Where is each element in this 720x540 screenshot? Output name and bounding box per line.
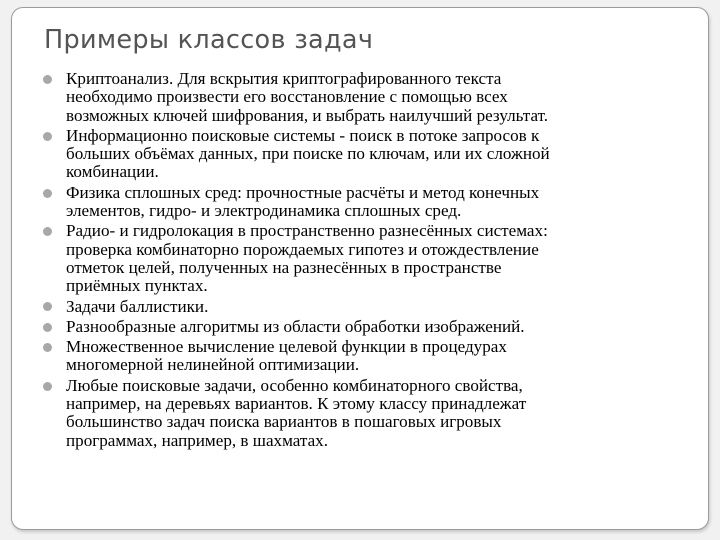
bullet-text-line: Криптоанализ. Для вскрытия криптографированного текста: [66, 69, 502, 88]
bullet-dot-icon: [43, 343, 52, 352]
bullet-item: [38, 222, 698, 295]
bullet-text-line: Задачи баллистики.: [66, 296, 209, 316]
bullet-item: [38, 377, 698, 450]
bullet-dot-icon: [43, 302, 52, 311]
bullet-text-line: необходимо произвести его восстановление с помощью всех: [66, 87, 508, 107]
bullet-text-line: Радио- и гидролокация в пространственно разнесённых системах:: [66, 221, 548, 241]
bullet-text-line: многомерной нелинейной оптимизации.: [66, 355, 360, 375]
bullet-text-line: например, на деревьях вариантов. К этому классу принадлежат: [66, 394, 527, 414]
bullet-item: [38, 298, 698, 316]
bullet-text-line: Информационно поисковые системы - поиск в потоке запросов к: [66, 125, 540, 145]
bullet-text-line: Множественное вычисление целевой функции в процедурах: [66, 337, 507, 357]
bullet-list: [38, 70, 698, 452]
bullet-item: [38, 318, 698, 336]
bullet-item: [38, 338, 698, 375]
bullet-text-line: комбинации.: [66, 162, 159, 182]
bullet-text-line: большинство задач поиска вариантов в пошаговых игровых: [66, 412, 502, 432]
bullet-text-line: проверка комбинаторно порождаемых гипотез и отождествление: [66, 239, 539, 259]
bullet-text-line: приёмных пунктах.: [66, 276, 208, 296]
bullet-dot-icon: [43, 323, 52, 332]
bullet-text-line: больших объёмах данных, при поиске по ключам, или их сложной: [66, 144, 550, 164]
bullet-item: [38, 184, 698, 221]
bullet-dot-icon: [43, 227, 52, 236]
bullet-dot-icon: [43, 75, 52, 84]
bullet-text-line: Любые поисковые задачи, особенно комбинаторного свойства,: [66, 375, 523, 395]
bullet-item: [38, 70, 698, 125]
bullet-dot-icon: [43, 189, 52, 198]
bullet-text-line: возможных ключей шифрования, и выбрать наилучший результат.: [66, 105, 549, 125]
slide-title: Примеры классов задач: [44, 25, 374, 55]
bullet-text-line: отметок целей, полученных на разнесённых в пространстве: [66, 257, 502, 277]
bullet-text-line: элементов, гидро- и электродинамика сплошных сред.: [66, 201, 462, 221]
bullet-dot-icon: [43, 132, 52, 141]
bullet-text-line: Разнообразные алгоритмы из области обработки изображений.: [66, 316, 525, 336]
bullet-item: [38, 127, 698, 182]
bullet-text-line: Физика сплошных сред: прочностные расчёты и метод конечных: [66, 182, 540, 202]
bullet-text-line: программах, например, в шахматах.: [66, 430, 329, 450]
bullet-dot-icon: [43, 382, 52, 391]
